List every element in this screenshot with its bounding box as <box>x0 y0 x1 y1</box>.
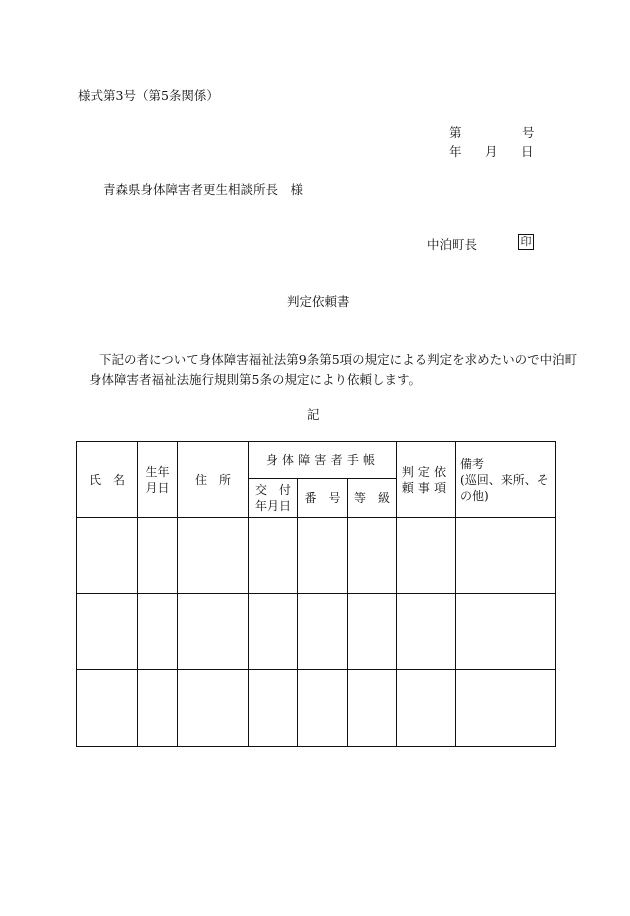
body-text-line-1: 下記の者について身体障害福祉法第9条第5項の規定による判定を求めたいので中泊町 <box>99 352 578 367</box>
cell-grade[interactable] <box>348 670 397 747</box>
header-birthdate: 生年 月日 <box>138 442 178 518</box>
cell-issue-date[interactable] <box>249 670 298 747</box>
cell-birthdate[interactable] <box>138 594 178 670</box>
ki-heading: 記 <box>307 407 320 422</box>
cell-notes[interactable] <box>456 518 556 594</box>
body-text-line-2: 身体障害者福祉法施行規則第5条の規定により依頼します。 <box>89 372 421 387</box>
request-table <box>76 441 556 747</box>
seal-mark: 印 <box>518 234 534 250</box>
cell-notes[interactable] <box>456 594 556 670</box>
date-year: 年 <box>449 144 462 159</box>
cell-birthdate[interactable] <box>138 670 178 747</box>
date-month: 月 <box>485 144 498 159</box>
cell-request-items[interactable] <box>397 518 456 594</box>
header-notes: 備考 (巡回、来所、そ の他) <box>456 442 556 518</box>
table-row <box>77 594 556 670</box>
form-number: 様式第3号（第5条関係） <box>78 88 219 103</box>
header-name: 氏 名 <box>77 442 138 518</box>
cell-address[interactable] <box>178 670 249 747</box>
header-address: 住 所 <box>178 442 249 518</box>
table-header-row-1 <box>77 442 556 479</box>
header-request-items: 判定依 頼事項 <box>397 442 456 518</box>
cell-grade[interactable] <box>348 518 397 594</box>
cell-notes[interactable] <box>456 670 556 747</box>
cell-name[interactable] <box>77 670 138 747</box>
doc-number-suffix: 号 <box>522 125 535 140</box>
cell-grade[interactable] <box>348 594 397 670</box>
header-handbook: 身体障害者手帳 <box>249 442 397 479</box>
cell-issue-date[interactable] <box>249 594 298 670</box>
document-title: 判定依頼書 <box>287 294 350 309</box>
cell-number[interactable] <box>298 594 348 670</box>
date-day: 日 <box>521 144 534 159</box>
cell-address[interactable] <box>178 518 249 594</box>
header-grade: 等 級 <box>348 479 397 518</box>
cell-request-items[interactable] <box>397 594 456 670</box>
cell-birthdate[interactable] <box>138 518 178 594</box>
cell-address[interactable] <box>178 594 249 670</box>
cell-number[interactable] <box>298 518 348 594</box>
header-issue-date: 交 付 年月日 <box>249 479 298 518</box>
cell-issue-date[interactable] <box>249 518 298 594</box>
sender-title: 中泊町長 <box>427 237 478 252</box>
table-row <box>77 670 556 747</box>
cell-request-items[interactable] <box>397 670 456 747</box>
cell-name[interactable] <box>77 518 138 594</box>
doc-number-prefix: 第 <box>449 125 462 140</box>
cell-number[interactable] <box>298 670 348 747</box>
recipient: 青森県身体障害者更生相談所長 様 <box>103 182 304 197</box>
table-row <box>77 518 556 594</box>
header-number: 番 号 <box>298 479 348 518</box>
cell-name[interactable] <box>77 594 138 670</box>
